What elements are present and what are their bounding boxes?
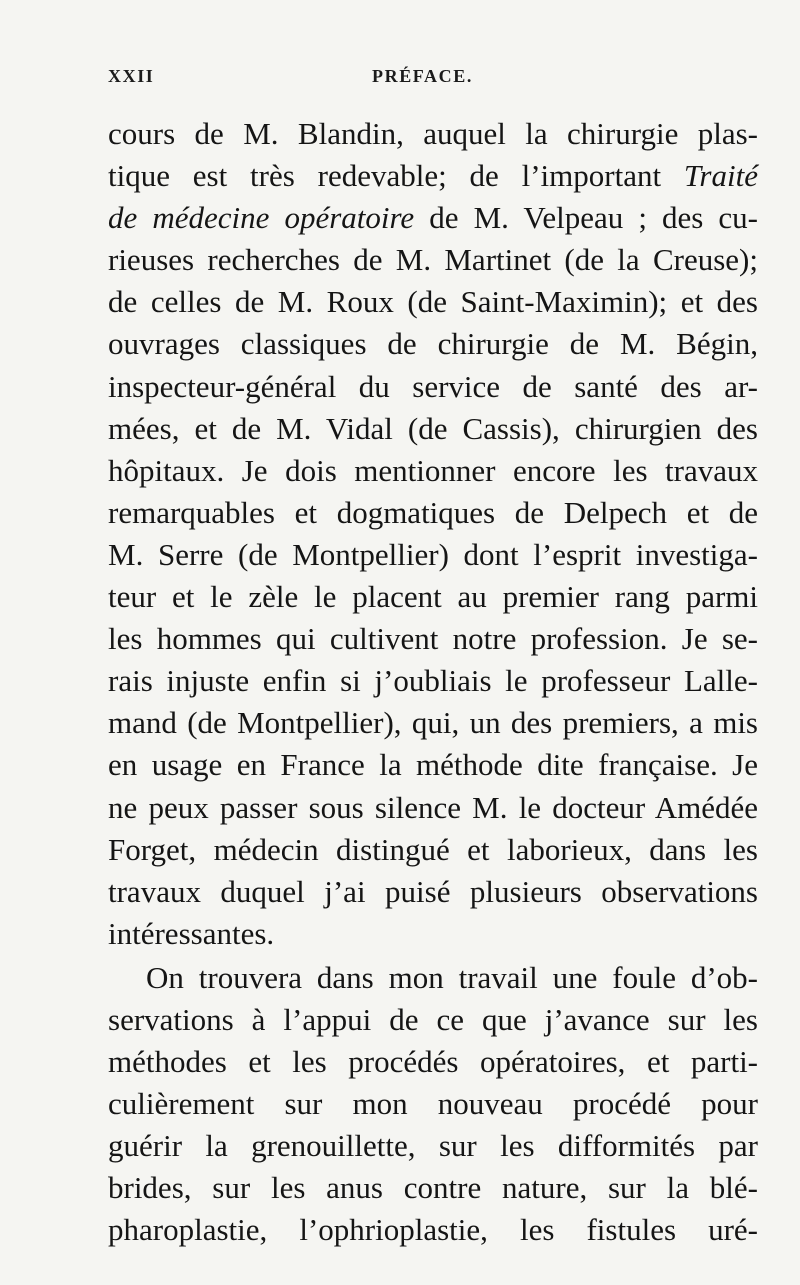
text-line: remarquables et dogmatiques de Delpech et de [108, 494, 758, 530]
text-line: brides, sur les anus contre nature, sur la blé- [108, 1170, 758, 1206]
text-line: teur et le zèle le placent au premier rang parmi [108, 579, 758, 615]
text-line: en usage en France la méthode dite française. Je [108, 747, 758, 783]
text-line-with-italic [108, 197, 758, 239]
page-number: XXII [108, 66, 155, 86]
text-line: méthodes et les procédés opératoires, et parti- [108, 1044, 758, 1080]
running-title: PRÉFACE. [372, 66, 473, 86]
text-line: pharoplastie, l’ophrioplastie, les fistules uré- [108, 1212, 758, 1248]
text-line: Forget, médecin distingué et laborieux, dans les [108, 831, 758, 867]
text-line: de celles de M. Roux (de Saint-Maximin); et des [108, 284, 758, 320]
text-line: ne peux passer sous silence M. le docteur Amédée [108, 789, 758, 825]
text-segment: tique est très redevable; de l’important [108, 158, 684, 194]
text-line: mand (de Montpellier), qui, un des premiers, a mis [108, 705, 758, 741]
text-line: rieuses recherches de M. Martinet (de la Creuse); [108, 242, 758, 278]
body-text [108, 113, 758, 1252]
text-line: M. Serre (de Montpellier) dont l’esprit investiga- [108, 536, 758, 572]
text-line-with-italic [108, 155, 758, 197]
italic-title: de médecine opératoire [108, 200, 415, 236]
text-line: rais injuste enfin si j’oubliais le professeur Lalle- [108, 663, 758, 699]
text-line: intéressantes. [108, 915, 275, 951]
text-line: guérir la grenouillette, sur les difformités par [108, 1128, 758, 1164]
text-line: cours de M. Blandin, auquel la chirurgie plas- [108, 116, 758, 151]
text-line: mées, et de M. Vidal (de Cassis), chirurgien des [108, 410, 758, 446]
text-line: servations à l’appui de ce que j’avance sur les [108, 1001, 758, 1037]
text-line: inspecteur-général du service de santé des ar- [108, 368, 758, 404]
text-line: les hommes qui cultivent notre profession. Je se- [108, 621, 758, 657]
text-line: travaux duquel j’ai puisé plusieurs observations [108, 873, 758, 909]
text-line: culièrement sur mon nouveau procédé pour [108, 1086, 758, 1122]
text-segment: de M. Velpeau ; des cu- [414, 200, 758, 236]
italic-title: Traité [683, 158, 758, 194]
text-line: ouvrages classiques de chirurgie de M. Bégin, [108, 326, 758, 362]
text-line: hôpitaux. Je dois mentionner encore les travaux [108, 452, 758, 488]
running-head [108, 66, 752, 96]
paragraph-first-line: On trouvera dans mon travail une foule d’ob- [146, 959, 758, 995]
